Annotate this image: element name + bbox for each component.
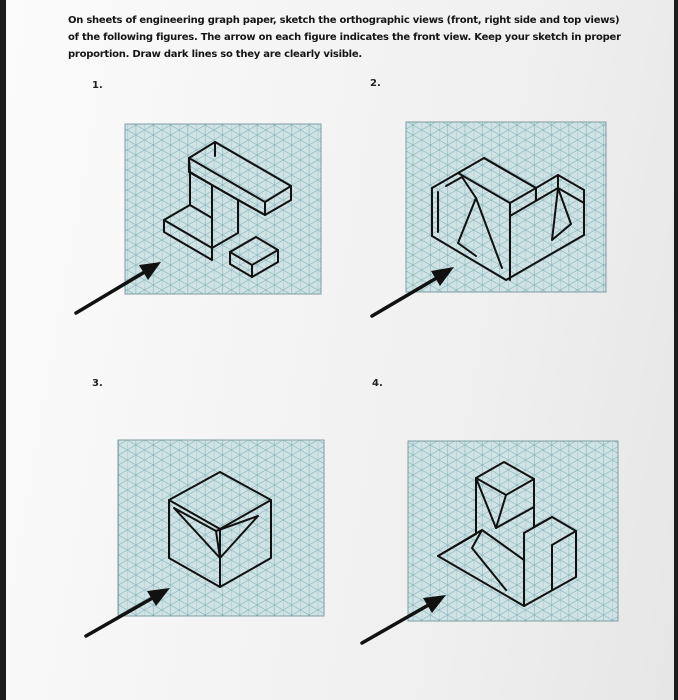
problem-number-1: 1. <box>92 80 103 91</box>
instructions-text: On sheets of engineering graph paper, sketch the orthographic views (front, right side and top views) of the following figures. The arrow on each figure indicates the front view. Keep your sketch in proper proportion. Draw dark lines so they are clearly visible. <box>68 15 621 60</box>
figure-3 <box>86 440 324 636</box>
problem-number-2: 2. <box>370 78 381 89</box>
worksheet-page <box>6 0 674 700</box>
figure-1 <box>76 124 321 313</box>
grid-panel-2 <box>406 122 606 292</box>
figures-layer <box>6 0 674 700</box>
problem-number-4: 4. <box>372 378 383 389</box>
problem-number-3: 3. <box>92 378 103 389</box>
figure-4 <box>362 441 618 643</box>
figure-2 <box>372 122 606 316</box>
